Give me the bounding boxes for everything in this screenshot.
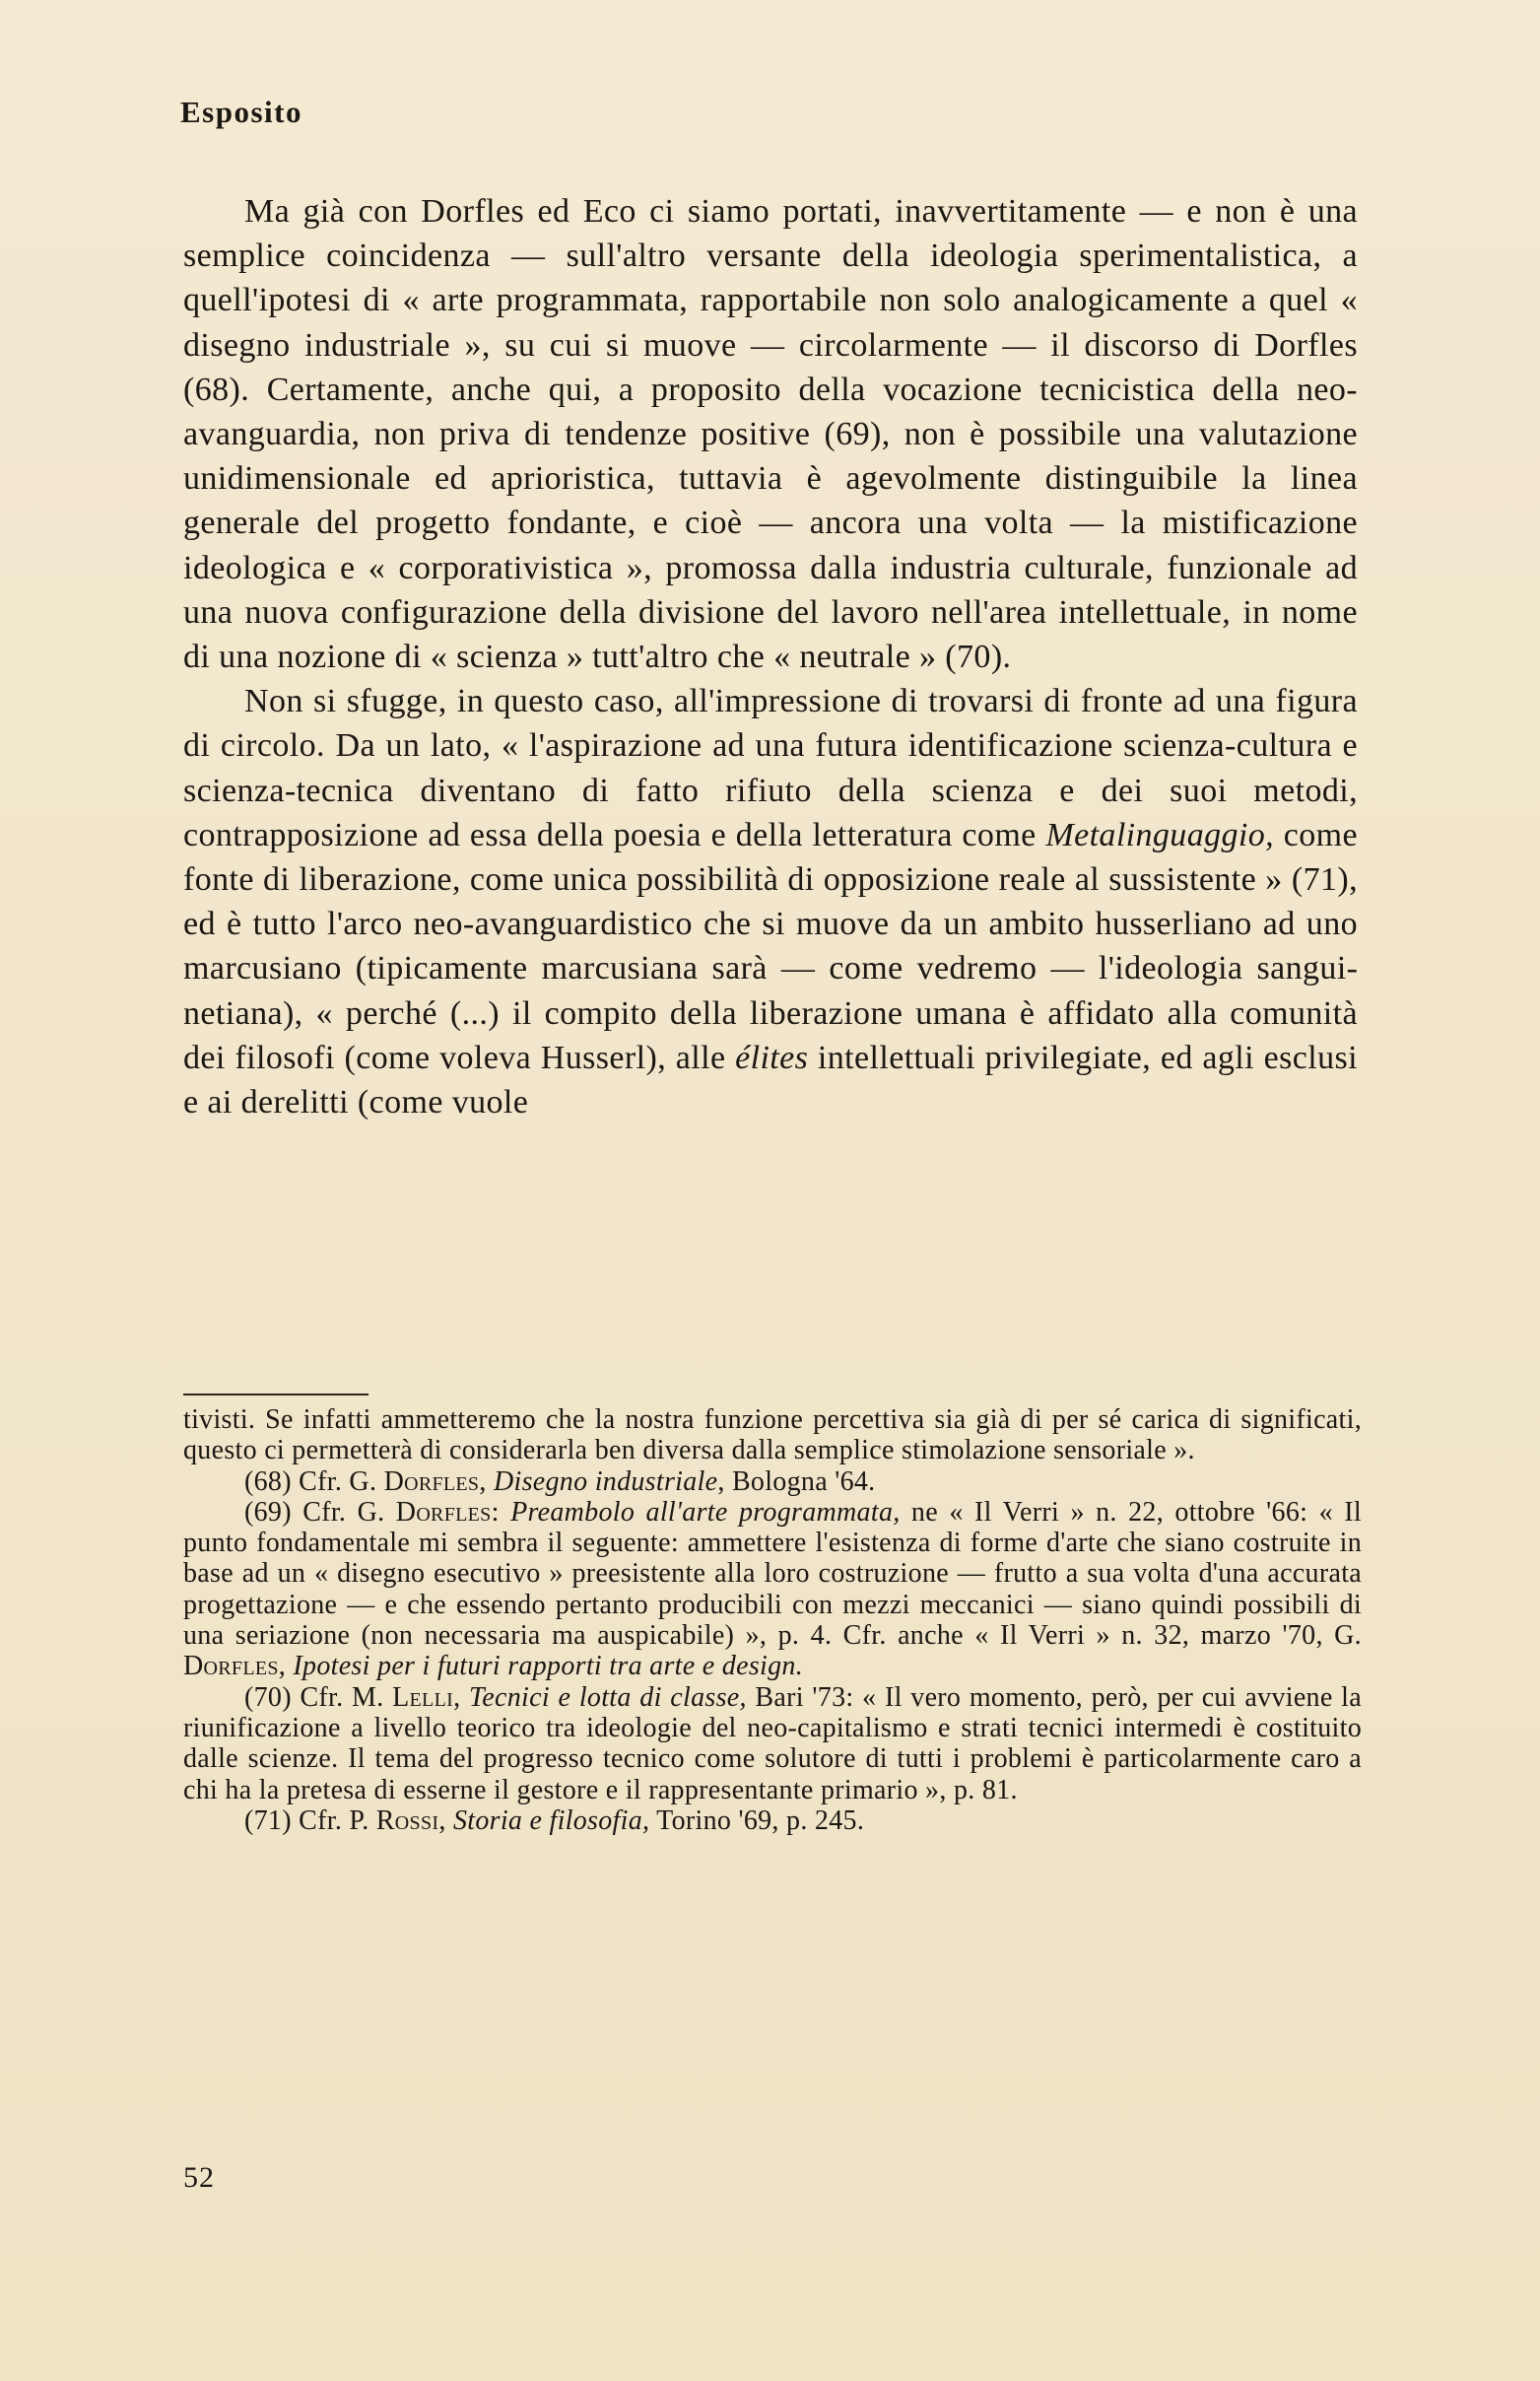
footnote-68-title: Disegno industriale xyxy=(493,1465,718,1497)
paragraph-2-text-b: come fonte di liberazione, come unica possibilità di opposizione reale al sussistente » (71), ed è tutto l'arco neo-avanguardistico che si muove da un ambito husserliano ad uno marcusiano (tipicamente marcusiana sarà — come vedremo — l'ideologia sanguinetiana), « perché (...) il compito della liberazione umana è affidato alla comunità dei filosofi (come voleva Husserl), alle xyxy=(183,816,1358,1076)
footnote-70-author: Lelli xyxy=(392,1681,454,1713)
footnote-71-text-c: , xyxy=(438,1804,453,1836)
footnote-71-author: Rossi xyxy=(375,1804,439,1836)
paragraph-2 xyxy=(183,679,1358,1124)
footnote-69-text-a: (69) Cfr. G. xyxy=(244,1496,396,1528)
footnote-71-title: Storia e filosofia, xyxy=(452,1804,650,1836)
page-number: 52 xyxy=(183,2161,215,2194)
footnote-70 xyxy=(183,1682,1362,1805)
footnote-68-text-c: , xyxy=(479,1465,494,1497)
paragraph-2-italic-metalinguaggio: Metalinguaggio, xyxy=(1045,816,1275,853)
footnote-71-text-e: Torino '69, p. 245. xyxy=(649,1804,865,1836)
footnote-continuation xyxy=(183,1404,1362,1466)
footnote-71-text-a: (71) Cfr. P. xyxy=(244,1804,376,1836)
footnote-69-title-2: Ipotesi per i futuri rapporti tra arte e design. xyxy=(293,1651,804,1682)
footnote-69 xyxy=(183,1497,1362,1682)
footnote-70-title: Tecnici e lotta di classe, xyxy=(468,1681,747,1713)
paragraph-2-text-c: intellettuali privilegiate, ed agli esclusi e ai derelitti (come vuole xyxy=(183,1039,1358,1122)
footnote-69-text-g: , xyxy=(278,1651,294,1682)
footnote-70-text-e: Bari '73: « Il vero momento, però, per cui avviene la riunificazione a livello teorico tra ideologie del neo-capitalismo e strati tecnici intermedi è costituito dalle scienze. Il tema del progresso tecnico come solutore di tutti i problemi è particolarmente caro a chi ha la pretesa di esserne il gestore e il rappresentante primario », p. 81. xyxy=(183,1681,1362,1805)
footnotes xyxy=(183,1404,1362,1836)
running-head: Esposito xyxy=(180,95,302,129)
paragraph-1 xyxy=(183,189,1358,679)
footnote-69-text-e: ne « Il Verri » n. 22, ottobre '66: « Il punto fondamentale mi sembra il seguente: ammettere l'esistenza di forme d'arte che siano costruite in base ad un « disegno esecutivo » preesistente alla loro costruzione — frutto a sua volta d'una accurata progettazione — e che essendo pertanto producibili con mezzi meccanici — siano quindi possibili di una seriazione (non necessaria ma auspicabile) », p. 4. Cfr. anche « Il Verri » n. 32, marzo '70, G. xyxy=(183,1496,1362,1652)
footnote-70-text-c: , xyxy=(453,1681,469,1713)
footnote-68-text-a: (68) Cfr. G. xyxy=(244,1465,384,1497)
footnote-71 xyxy=(183,1805,1362,1836)
footnote-69-author-2: Dorfles xyxy=(183,1651,279,1682)
footnote-68 xyxy=(183,1466,1362,1497)
footnote-70-text-a: (70) Cfr. M. xyxy=(244,1681,393,1713)
footnote-68-text-e: , Bologna '64. xyxy=(717,1465,876,1497)
footnote-69-text-c: : xyxy=(491,1496,511,1528)
footnote-continuation-text: tivisti. Se infatti ammetteremo che la nostra funzione percettiva sia già di per sé carica di significati, questo ci permetterà di considerarla ben diversa dalla semplice stimolazione sensoriale ». xyxy=(183,1404,1362,1466)
footnote-68-author: Dorfles xyxy=(383,1465,480,1497)
main-text xyxy=(183,189,1358,1124)
paragraph-2-text-a: Non si sfugge, in questo caso, all'impressione di trovarsi di fronte ad una figura di circolo. Da un lato, « l'aspirazione ad una futura identificazione scienza-cultura e scienza-tecnica diventano di fatto rifiuto della scienza e dei suoi metodi, contrapposizione ad essa della poesia e della letteratura come xyxy=(183,683,1358,853)
footnote-69-author: Dorfles xyxy=(395,1496,492,1528)
paragraph-1-text: Ma già con Dorfles ed Eco ci siamo portati, inavvertitamente — e non è una semplice coincidenza — sull'altro versante della ideologia sperimentalistica, a quell'ipotesi di « arte programmata, rapportabile non solo analogicamente a quel « disegno industriale », su cui si muove — circolarmente — il discorso di Dorfles (68). Certamente, anche qui, a proposito della vocazione tecnicistica della neo-avanguardia, non priva di tendenze positive (69), non è possibile una valutazione unidimensionale ed aprioristica, tuttavia è agevolmente distinguibile la linea generale del progetto fondante, e cioè — ancora una volta — la mistificazione ideologica e « corporativistica », promossa dalla industria culturale, funzionale ad una nuova configurazione della divisione del lavoro nell'area intellettuale, in nome di una nozione di « scienza » tutt'altro che « neutrale » (70). xyxy=(183,193,1358,676)
paragraph-2-italic-elites: élites xyxy=(735,1039,809,1076)
footnote-69-title: Preambolo all'arte programmata, xyxy=(510,1496,901,1528)
footnote-rule xyxy=(183,1394,368,1395)
